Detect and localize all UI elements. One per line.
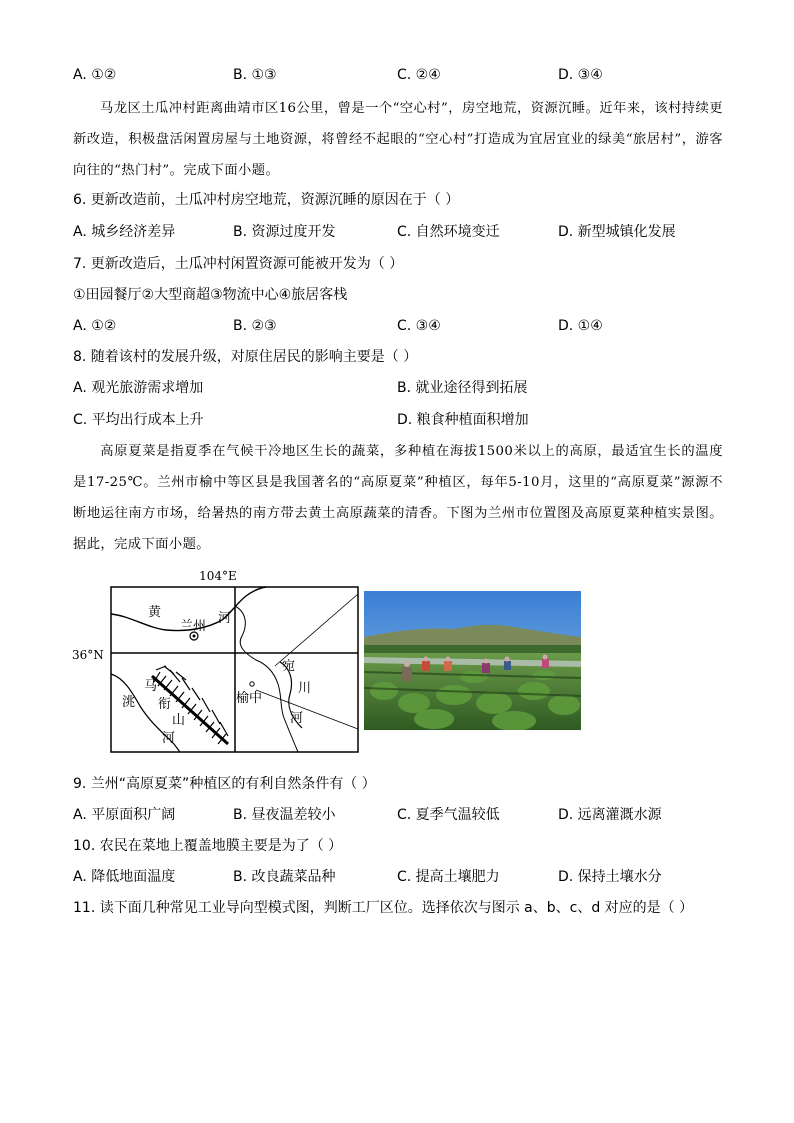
- map-label-tao-he: 河: [162, 731, 176, 746]
- yuzhong-city-icon: [250, 682, 254, 686]
- q7-option-a[interactable]: A. ①②: [73, 318, 117, 334]
- q7-option-b[interactable]: B. ②③: [233, 318, 277, 334]
- q10-option-d[interactable]: D. 保持土壤水分: [558, 869, 662, 885]
- passage-2: [73, 436, 723, 560]
- passage-1-text: 马龙区土瓜冲村距离曲靖市区16公里，曾是一个“空心村”，房空地荒，资源沉睡。近年来，该村持续更新改造，积极盘活闲置房屋与土地资源，将曾经不起眼的“空心村”打造成为宜居宜业的绿美“旅居村”，游客向往的“热门村”。完成下面小题。: [73, 101, 723, 178]
- q10-option-a[interactable]: A. 降低地面温度: [73, 869, 176, 885]
- railway-ne: [275, 594, 358, 666]
- map-label-ma: 马: [144, 679, 158, 694]
- q9-options: [0, 804, 794, 826]
- q9-stem: 9. 兰州“高原夏菜”种植区的有利自然条件有（ ）: [73, 776, 376, 792]
- q8-option-a[interactable]: A. 观光旅游需求增加: [73, 380, 204, 396]
- q6-option-c[interactable]: C. 自然环境变迁: [397, 224, 500, 240]
- lanzhou-location-map: [70, 566, 362, 758]
- map-label-lanzhou: 兰州: [180, 619, 207, 634]
- q7-option-c[interactable]: C. ③④: [397, 318, 441, 334]
- q10-option-c[interactable]: C. 提高土壤肥力: [397, 869, 500, 885]
- q5-option-b[interactable]: B. ①③: [233, 67, 277, 83]
- map-label-huang: 黄: [148, 605, 162, 620]
- highland-vegetable-field-photo: [364, 591, 581, 730]
- map-label-wanchuan-he: 河: [290, 711, 304, 726]
- q8-stem: 8. 随着该村的发展升级，对原住居民的影响主要是（ ）: [73, 349, 418, 365]
- q9-option-c[interactable]: C. 夏季气温较低: [397, 807, 500, 823]
- map-label-shan: 山: [172, 713, 186, 728]
- q8-option-d[interactable]: D. 粮食种植面积增加: [397, 412, 529, 428]
- map-label-chuan: 川: [298, 681, 312, 696]
- boundary-line: [235, 606, 298, 752]
- q6-stem: 6. 更新改造前，土瓜冲村房空地荒，资源沉睡的原因在于（ ）: [73, 192, 460, 208]
- q8-options-row1: [0, 377, 794, 399]
- q10-option-b[interactable]: B. 改良蔬菜品种: [233, 869, 336, 885]
- map-label-yuzhong: 榆中: [236, 691, 263, 706]
- q6-option-d[interactable]: D. 新型城镇化发展: [558, 224, 676, 240]
- q8-option-c[interactable]: C. 平均出行成本上升: [73, 412, 204, 428]
- q6-option-b[interactable]: B. 资源过度开发: [233, 224, 336, 240]
- q9-option-a[interactable]: A. 平原面积广阔: [73, 807, 176, 823]
- q10-stem: 10. 农民在菜地上覆盖地膜主要是为了（ ）: [73, 838, 343, 854]
- q5-option-c[interactable]: C. ②④: [397, 67, 441, 83]
- q6-option-a[interactable]: A. 城乡经济差异: [73, 224, 176, 240]
- q5-option-d[interactable]: D. ③④: [558, 67, 603, 83]
- q9-option-b[interactable]: B. 昼夜温差较小: [233, 807, 336, 823]
- passage-1: [73, 93, 723, 186]
- q9-option-d[interactable]: D. 远离灌溉水源: [558, 807, 662, 823]
- map-longitude-label: 104°E: [199, 569, 237, 583]
- map-label-wan: 宛: [282, 659, 296, 674]
- q7-option-d[interactable]: D. ①④: [558, 318, 603, 334]
- q7-items: ①田园餐厅②大型商超③物流中心④旅居客栈: [73, 287, 348, 303]
- q8-options-row2: [0, 409, 794, 431]
- passage-2-text: 高原夏菜是指夏季在气候干冷地区生长的蔬菜，多种植在海拔1500米以上的高原，最适宜生长的温度是17-25℃。兰州市榆中等区县是我国著名的“高原夏菜”种植区，每年5-10月，这里的“高原夏菜”源源不断地运往南方市场，给暑热的南方带去黄土高原蔬菜的清香。下图为兰州市位置图及高原夏菜种植实景图。据此，完成下面小题。: [73, 444, 723, 552]
- map-label-he: 河: [218, 611, 232, 626]
- q11-stem: 11. 读下面几种常见工业导向型模式图，判断工厂区位。选择依次与图示 a、b、c、d 对应的是（ ）: [73, 900, 694, 916]
- q10-options: [0, 866, 794, 888]
- map-label-tao: 洮: [122, 695, 136, 710]
- map-latitude-label: 36°N: [72, 648, 104, 662]
- q7-options: [0, 315, 794, 337]
- q6-options: [0, 221, 794, 243]
- map-label-xian: 衔: [158, 697, 172, 712]
- q5-options: [0, 64, 794, 86]
- q5-option-a[interactable]: A. ①②: [73, 67, 117, 83]
- q8-option-b[interactable]: B. 就业途径得到拓展: [397, 380, 528, 396]
- q7-stem: 7. 更新改造后，土瓜冲村闲置资源可能被开发为（ ）: [73, 256, 404, 272]
